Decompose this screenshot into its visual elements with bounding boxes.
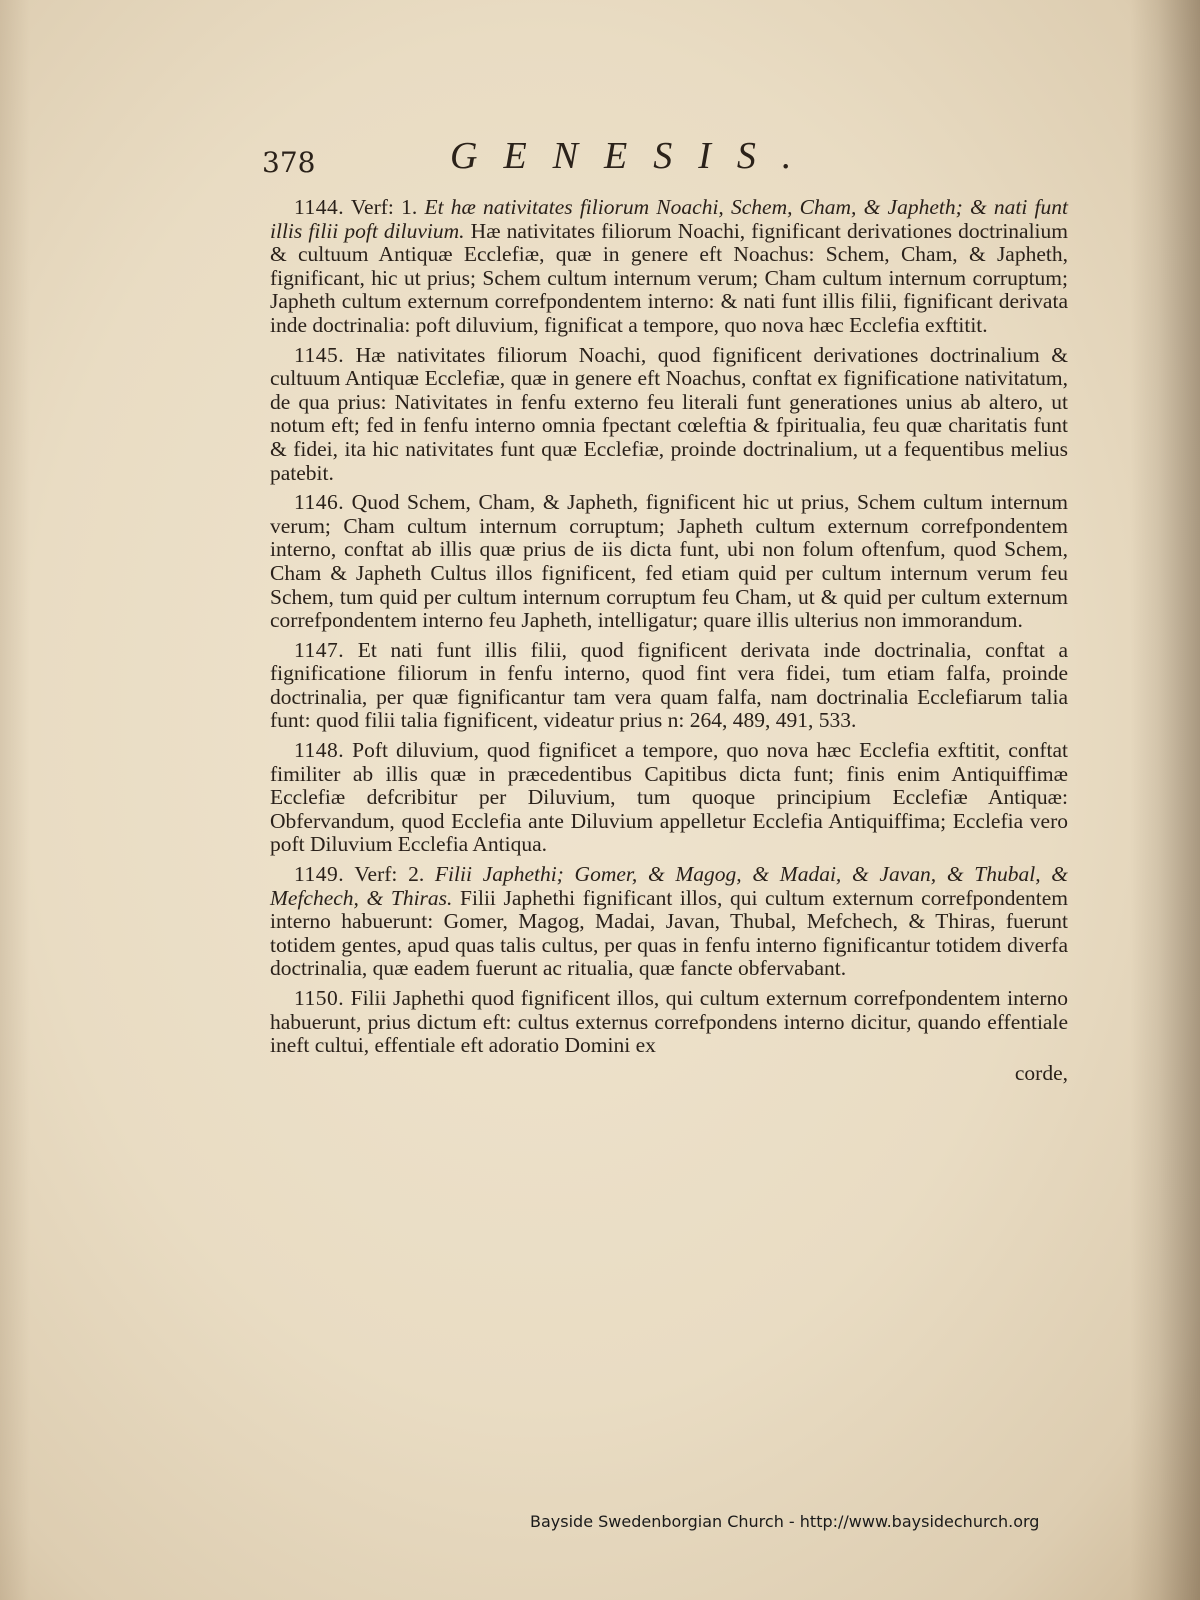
paragraph-number: 1148. [294, 738, 345, 763]
page-header [262, 134, 1062, 184]
body-text [270, 196, 1068, 1085]
running-title: GENESIS. [450, 135, 818, 177]
watermark-footer: Bayside Swedenborgian Church - http://www.baysidechurch.org [530, 1512, 1040, 1531]
scripture-quote: Et hæ nativitates filiorum Noachi, Schem, Cham, & Japheth; & nati funt illis filii poft diluvium. [270, 195, 1069, 243]
page-number: 378 [262, 146, 316, 179]
paragraph-1150 [270, 987, 1068, 1058]
page-edge-shadow [0, 0, 30, 1600]
paragraph-1147 [270, 639, 1068, 733]
verse-reference: Verf: 2. [354, 862, 425, 887]
verse-reference: Verf: 1. [350, 195, 418, 219]
paragraph-1149 [270, 863, 1068, 981]
paragraph-text: Hæ nativitates filiorum Noachi, fignificant derivationes doctrinalium & cultuum Antiquæ Ecclefiæ, quæ in genere eft Noachus: Schem, Cham, & Japheth, fignificant, hic ut prius; Schem cultum internum verum; Cham cultum internum corruptum; Japheth cultum externum correfpondentem interno: & nati funt illis filii, fignificant derivata inde doctrinalia: poft diluvium, fignificat a tempore, quo nova hæc Ecclefia exftitit. [270, 218, 1069, 337]
spine-shadow [1130, 0, 1200, 1600]
paragraph-number: 1146. [294, 490, 345, 515]
paragraph-number: 1147. [294, 637, 345, 662]
paragraph-text: Filii Japhethi fignificant illos, qui cultum externum correfpondentem interno habuerunt: Gomer, Magog, Madai, Javan, Thubal, Mefchech, & Thiras, fuerunt totidem gentes, apud quas talis cultus, per quas in fenfu interno fignificantur totidem diverfa doctrinalia, quæ eadem fuerunt ac ritualia, quæ fancte obfervabant. [270, 885, 1069, 981]
scripture-quote: Filii Japhethi; Gomer, & Magog, & Madai, & Javan, & Thubal, & Mefchech, & Thiras. [270, 862, 1068, 910]
paragraph-number: 1144. [294, 195, 345, 219]
paragraph-number: 1150. [294, 986, 345, 1010]
paragraph-text: Hæ nativitates filiorum Noachi, quod fignificent derivationes doctrinalium & cultuum Antiquæ Ecclefiæ, quæ in genere eft Noachus, conftat ex fignificatione nativitatum, de qua prius: Nativitates in fenfu externo feu literali funt generationes unius ab altero, ut notum eft; fed in fenfu interno omnia fpectant cœleftia & fpiritualia, feu quæ charitatis funt & fidei, ita hic nativitates funt quæ Ecclefiæ, proinde doctrinalium, ut a fequentibus melius patebit. [270, 342, 1068, 485]
paragraph-1145 [270, 344, 1068, 486]
paragraph-1148 [270, 739, 1068, 857]
paragraph-number: 1145. [294, 342, 345, 367]
paragraph-text: Et nati funt illis filii, quod fignificent derivata inde doctrinalia, conftat a fignificatione filiorum in fenfu interno, quod fint vera fidei, tum etiam falfa, proinde doctrinalia, per quæ fignificantur tam vera quam falfa, nam doctrinalia Ecclefiarum talia funt: quod filii talia fignificent, videatur prius n: 264, 489, 491, 533. [270, 637, 1069, 733]
paragraph-number: 1149. [294, 862, 345, 887]
paragraph-1144 [270, 196, 1068, 338]
paragraph-text: Quod Schem, Cham, & Japheth, fignificent hic ut prius, Schem cultum internum verum; Cham cultum internum corruptum; Japheth cultum externum correfpondentem interno, conftat ab illis quæ prius de iis dicta funt, ubi non folum oftenfum, quod Schem, Cham & Japheth Cultus illos fignificent, fed etiam quid per cultum internum verum feu Schem, tum quid per cultum internum corruptum feu Cham, ut & quid per cultum externum correfpondentem interno feu Japheth, intelligatur; quare illis ulterius non immorandum. [270, 490, 1068, 633]
paragraph-1146 [270, 491, 1068, 633]
paragraph-text: Filii Japhethi quod fignificent illos, qui cultum externum correfpondentem interno habuerunt, prius dictum eft: cultus externus correfpondens interno dicitur, quando effentiale ineft cultui, effentiale eft adoratio Domini ex [270, 986, 1069, 1058]
paragraph-text: Poft diluvium, quod fignificet a tempore, quo nova hæc Ecclefia exftitit, conftat fimiliter ab illis quæ in præcedentibus Capitibus dicta funt; finis enim Antiquiffimæ Ecclefiæ defcribitur per Diluvium, tum quoque principium Ecclefiæ Antiquæ: Obfervandum, quod Ecclefia ante Diluvium appelletur Ecclefia Antiquiffima; Ecclefia vero poft Diluvium Ecclefia Antiqua. [270, 738, 1069, 857]
catchword: corde, [1014, 1060, 1068, 1085]
